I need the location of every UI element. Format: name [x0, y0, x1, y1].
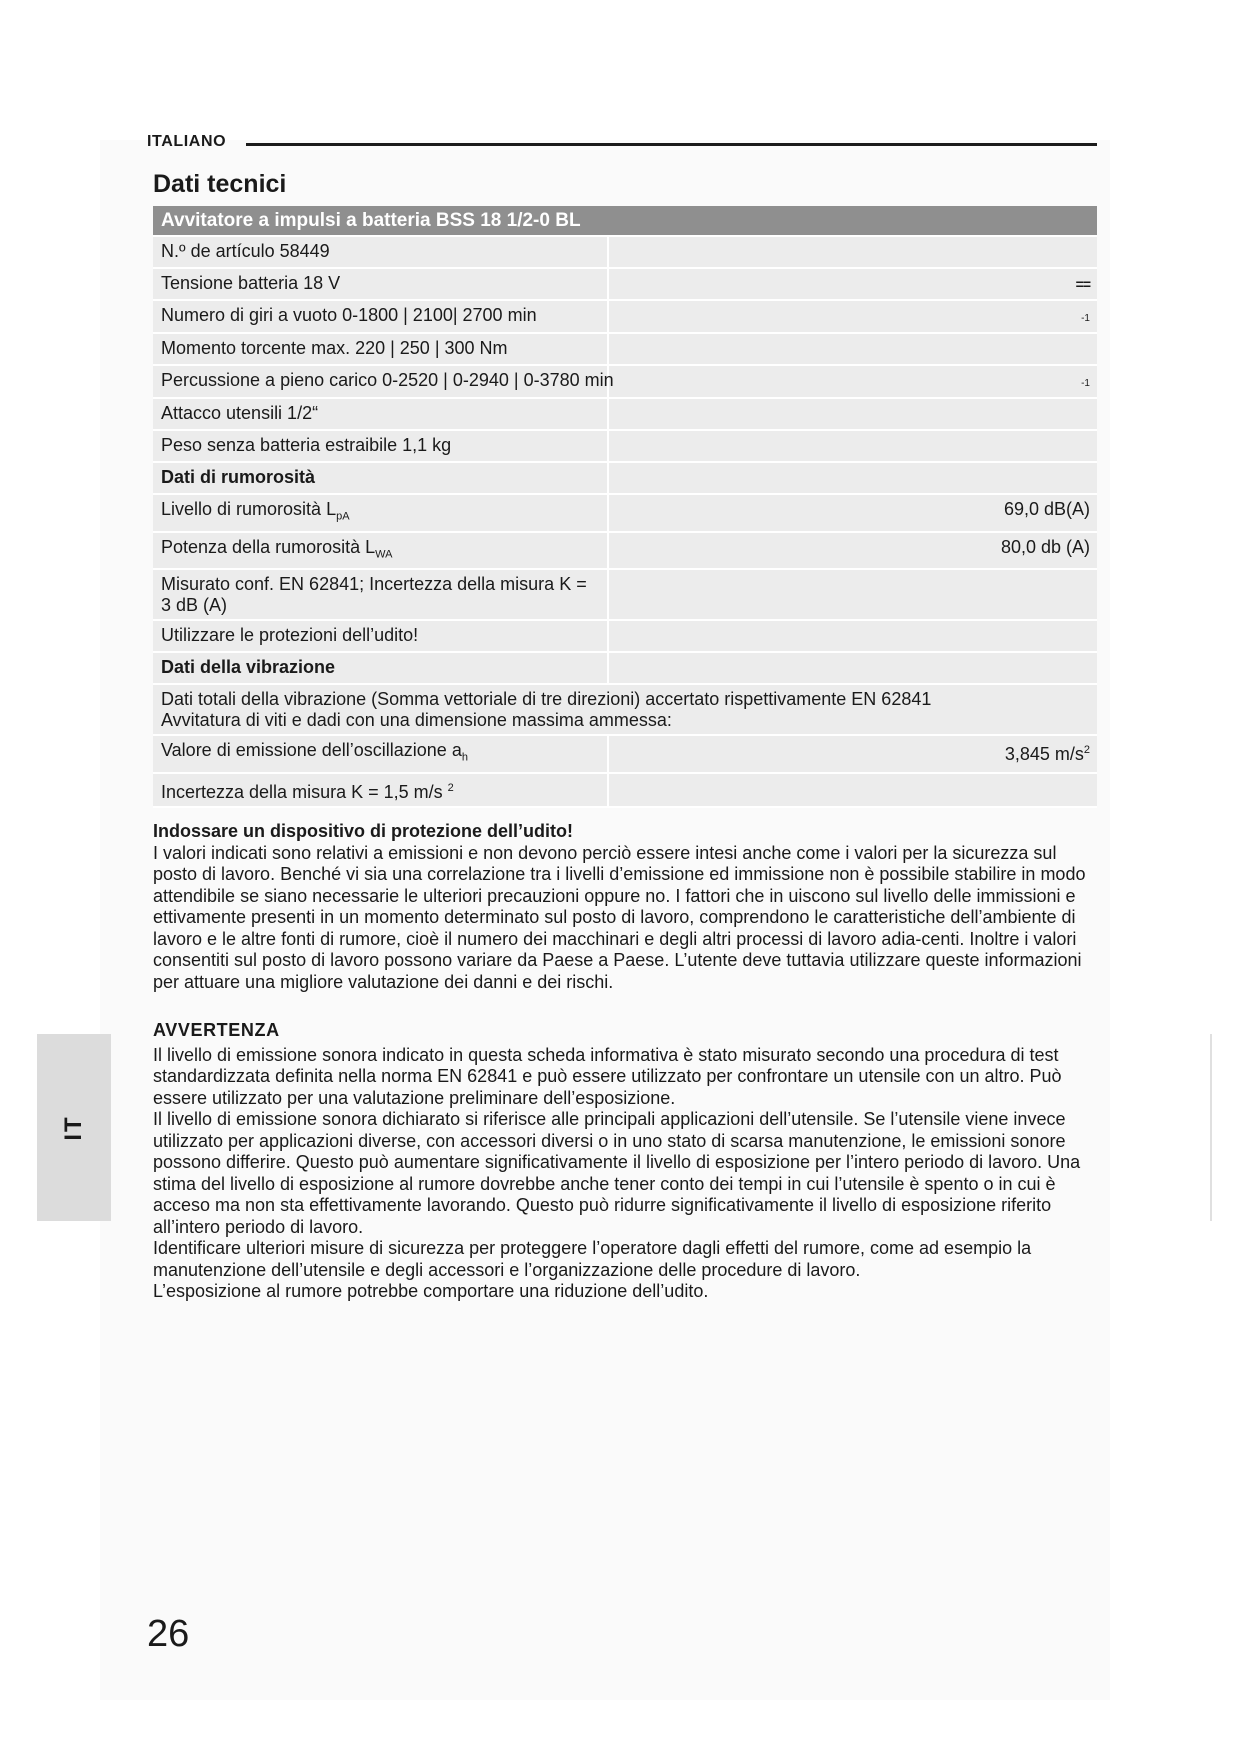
header-language: ITALIANO — [147, 133, 227, 150]
vibration-total-text: Dati totali della vibrazione (Somma vettoriale di tre direzioni) accertato rispettivamente EN 62841 Avvitatura di viti e dadi con una dimensione massima ammessa: — [153, 684, 1097, 735]
row-value — [608, 236, 1097, 268]
language-tab-label: IT — [60, 1114, 87, 1141]
hearing-note — [153, 821, 1098, 993]
row-label — [153, 735, 608, 773]
warning-block — [153, 1020, 1098, 1303]
row-label — [153, 494, 608, 532]
table-row — [153, 300, 1097, 333]
section-title: Dati tecnici — [153, 170, 287, 198]
language-side-tab — [37, 1034, 111, 1221]
page-number: 26 — [147, 1613, 190, 1655]
superscript: 2 — [447, 781, 454, 794]
table-subheader-row — [153, 462, 1097, 494]
subheader-label: Dati della vibrazione — [153, 652, 608, 684]
table-row — [153, 569, 1097, 620]
row-label: Misurato conf. EN 62841; Incertezza della misura K = 3 dB (A) — [153, 569, 608, 620]
header-rule — [246, 143, 1097, 146]
table-row — [153, 333, 1097, 365]
row-value — [608, 652, 1097, 684]
hearing-note-text: I valori indicati sono relativi a emissioni e non devono perciò essere intesi anche come i valori per la sicurezza sul posto di lavoro. Benché vi sia una correlazione tra i livelli d’emissione ed immissione non è possibile stabilire in modo attendibile se siano necessarie le ulteriori precauzioni oppure no. I fattori che in uiscono sul livello delle immissioni e ettivamente presenti in un momento determinato sul posto di lavoro, comprendono le caratteristiche dell’ambiente di lavoro e le altre fonti di rumore, cioè il numero dei macchinari e degli altri processi di lavoro adia-centi. Inoltre i valori consentiti sul posto di lavoro possono variare da Paese a Paese. L’utente deve tuttavia utilizzare queste informazioni per attuare una migliore valutazione dei danni e dei rischi. — [153, 842, 1086, 992]
row-value — [608, 773, 1097, 807]
vibration-value: 3,845 m/s — [1004, 744, 1084, 765]
row-label: Numero di giri a vuoto 0-1800 | 2100| 2700 min — [153, 300, 608, 333]
row-value — [608, 620, 1097, 652]
right-edge-mark — [1210, 1034, 1212, 1221]
row-label: N.º de artículo 58449 — [153, 236, 608, 268]
unit-exponent: -1 — [1081, 313, 1090, 324]
noise-level-label: Livello di rumorosità L — [161, 499, 337, 519]
table-row — [153, 620, 1097, 652]
table-title-row — [153, 206, 1097, 236]
table-row — [153, 430, 1097, 462]
row-label — [153, 532, 608, 570]
vibration-value-label: Valore di emissione dell’oscillazione a — [161, 740, 462, 761]
row-value — [608, 268, 1097, 300]
subscript: WA — [375, 548, 393, 561]
table-subheader-row — [153, 652, 1097, 684]
table-row — [153, 532, 1097, 570]
table-row — [153, 735, 1097, 773]
subscript: pA — [336, 510, 350, 523]
table-row — [153, 773, 1097, 807]
warning-paragraph: Il livello di emissione sonora indicato in questa scheda informativa è stato misurato secondo una procedura di test standardizzata definita nella norma EN 62841 e può essere utilizzato per confrontare un utensile con un altro. Può essere utilizzato per una valutazione preliminare dell’esposizione. — [153, 1044, 1062, 1108]
table-row — [153, 398, 1097, 430]
row-value — [608, 365, 1097, 398]
row-value — [608, 300, 1097, 333]
superscript: 2 — [1083, 744, 1090, 757]
row-value — [608, 462, 1097, 494]
table-row — [153, 684, 1097, 735]
warning-paragraph: L’esposizione al rumore potrebbe comportare una riduzione dell’udito. — [153, 1281, 709, 1301]
table-row — [153, 236, 1097, 268]
noise-power-label: Potenza della rumorosità L — [161, 536, 376, 557]
row-label: Utilizzare le protezioni dell’udito! — [153, 620, 608, 652]
table-title: Avvitatore a impulsi a batteria BSS 18 1/2-0 BL — [153, 206, 1097, 236]
table-row — [153, 494, 1097, 532]
subscript: h — [461, 751, 468, 764]
warning-title: AVVERTENZA — [153, 1020, 280, 1040]
row-label: Peso senza batteria estraibile 1,1 kg — [153, 430, 608, 462]
row-value — [608, 398, 1097, 430]
row-label — [153, 773, 608, 807]
uncertainty-label: Incertezza della misura K = 1,5 m/s — [161, 781, 443, 802]
dc-symbol-icon: == — [1075, 276, 1090, 292]
warning-paragraph: Identificare ulteriori misure di sicurezza per proteggere l’operatore dagli effetti del rumore, come ad esempio la manutenzione dell’utensile e degli accessori e l’organizzazione delle procedure di lavoro. — [153, 1238, 1032, 1280]
noise-power-value: 80,0 db (A) — [608, 532, 1097, 570]
row-label: Momento torcente max. 220 | 250 | 300 Nm — [153, 333, 608, 365]
tech-data-table — [153, 206, 1097, 808]
row-label: Percussione a pieno carico 0-2520 | 0-2940 | 0-3780 min — [153, 365, 608, 398]
hearing-note-title: Indossare un dispositivo di protezione dell’udito! — [153, 821, 574, 841]
row-value — [608, 735, 1097, 773]
noise-level-value: 69,0 dB(A) — [608, 494, 1097, 532]
row-label: Tensione batteria 18 V — [153, 268, 608, 300]
subheader-label: Dati di rumorosità — [153, 462, 608, 494]
unit-exponent: -1 — [1081, 378, 1090, 389]
row-label: Attacco utensili 1/2“ — [153, 398, 608, 430]
table-row — [153, 365, 1097, 398]
warning-paragraph: Il livello di emissione sonora dichiarato si riferisce alle principali applicazioni dell’utensile. Se l’utensile viene invece utilizzato per applicazioni diverse, con accessori diversi o in uno stato di scarsa manutenzione, le emissioni sonore possono differire. Questo può aumentare significativamente il livello di esposizione per l’intero periodo di lavoro. Una stima del livello di esposizione al rumore dovrebbe anche tener conto dei tempi in cui l’utensile è spento o in cui è acceso ma non sta effettivamente lavorando. Questo può ridurre significativamente il livello di esposizione riferito all’intero periodo di lavoro. — [153, 1109, 1081, 1237]
row-value — [608, 333, 1097, 365]
row-value — [608, 430, 1097, 462]
table-row — [153, 268, 1097, 300]
row-value — [608, 569, 1097, 620]
